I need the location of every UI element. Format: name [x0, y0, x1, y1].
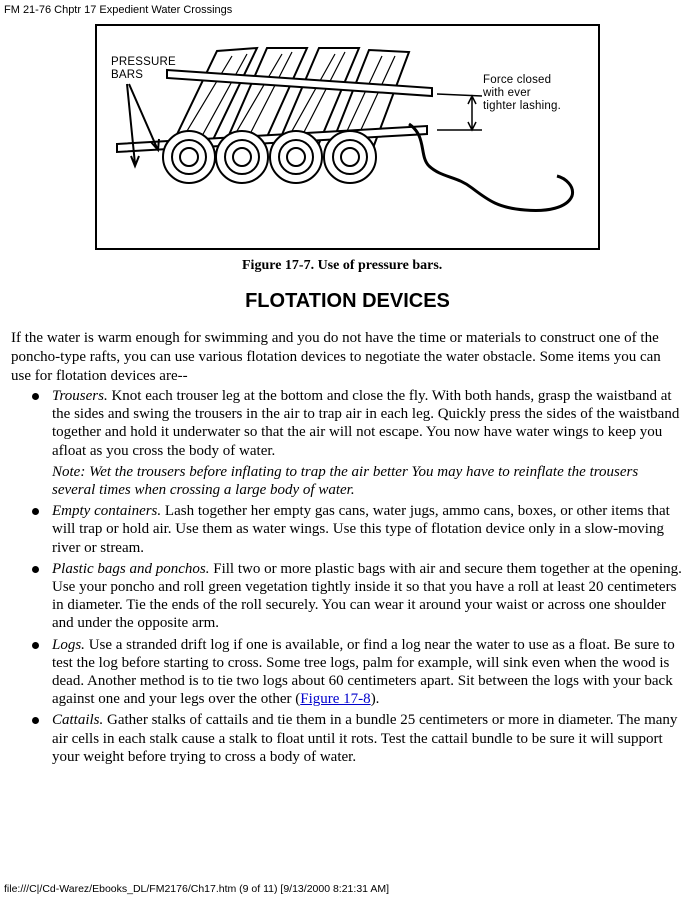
- page-header: FM 21-76 Chptr 17 Expedient Water Crossings: [4, 4, 233, 16]
- item-name: Plastic bags and ponchos.: [52, 560, 210, 577]
- item-text: Knot each trouser leg at the bottom and close the fly. With both hands, grasp the waistband at the sides and swing the trousers in the air to trap air in each leg. Quickly press the sides of the waistband together and hold it underwater so that the air will not escape. You now have water wings to keep you afloat as you cross the body of water.: [52, 388, 680, 459]
- item-name: Trousers.: [52, 388, 108, 404]
- item-text: Fill two or more plastic bags with air and secure them together at the opening. Use your poncho and roll green vegetation tightly inside it so that you have a roll at least 20 centimeters in diameter. Tie the ends of the roll securely. You can wear it around your waist or across one shoulder and under the opposite arm.: [52, 560, 682, 632]
- list-item: [32, 636, 684, 709]
- item-text: Gather stalks of cattails and tie them in a bundle 25 centimeters or more in diameter. The many air cells in each stalk cause a stalk to float until it rots. Test the cattail bundle to be sure it will support your weight before trying to cross a body of water.: [52, 712, 678, 765]
- list-item: [32, 502, 684, 557]
- item-name: Cattails.: [52, 712, 104, 729]
- page-footer: file:///C|/Cd-Warez/Ebooks_DL/FM2176/Ch17.htm (9 of 11) [9/13/2000 8:21:31 AM]: [4, 883, 390, 895]
- item-name: Empty containers.: [52, 503, 162, 520]
- bullet-icon: [32, 508, 39, 515]
- bullet-icon: [32, 642, 39, 649]
- item-name: Logs.: [52, 636, 85, 653]
- item-note: Note: Wet the trousers before inflating to trap the air better You may have to reinflate the trousers several times when crossing a large body of water.: [52, 463, 639, 499]
- force-label-line-2: with ever: [483, 87, 531, 99]
- bullet-icon: [32, 393, 39, 400]
- force-closed-label: [483, 74, 561, 113]
- pressure-bars-label: PRESSURE BARS: [111, 56, 176, 81]
- list-item: [32, 560, 684, 633]
- force-label-line-1: Force closed: [483, 74, 552, 86]
- item-text: Lash together her empty gas cans, water jugs, ammo cans, boxes, or other items that will trap or hold air. Use them as water wings. Use this type of flotation device only in a slow-moving river or stream.: [52, 503, 670, 556]
- bullet-icon: [32, 717, 39, 724]
- intro-paragraph: If the water is warm enough for swimming and you do not have the time or materials to construct one of the poncho-type rafts, you can use various flotation devices to negotiate the water obstacle. Some items you can use for flotation devices are--: [11, 330, 661, 384]
- force-label-line-3: tighter lashing.: [483, 100, 561, 112]
- list-item: [32, 387, 684, 499]
- bullet-icon: [32, 566, 39, 573]
- item-text-end: ).: [370, 691, 380, 708]
- item-text: Use a stranded drift log if one is available, or find a log near the water to use as a float. Be sure to test the log before starting to cross. Some tree logs, palm for example, will sink even when the wood is dead. Another method is to tie two logs about 60 centimeters apart. Sit between the logs with your back against one and your legs over the other (: [52, 636, 675, 708]
- flotation-device-list: [32, 387, 684, 769]
- figure-frame: [95, 24, 600, 250]
- list-item: [32, 711, 684, 766]
- section-title: FLOTATION DEVICES: [245, 290, 450, 312]
- figure-17-8-link[interactable]: Figure 17-8: [300, 691, 371, 708]
- figure-caption: Figure 17-7. Use of pressure bars.: [242, 258, 443, 273]
